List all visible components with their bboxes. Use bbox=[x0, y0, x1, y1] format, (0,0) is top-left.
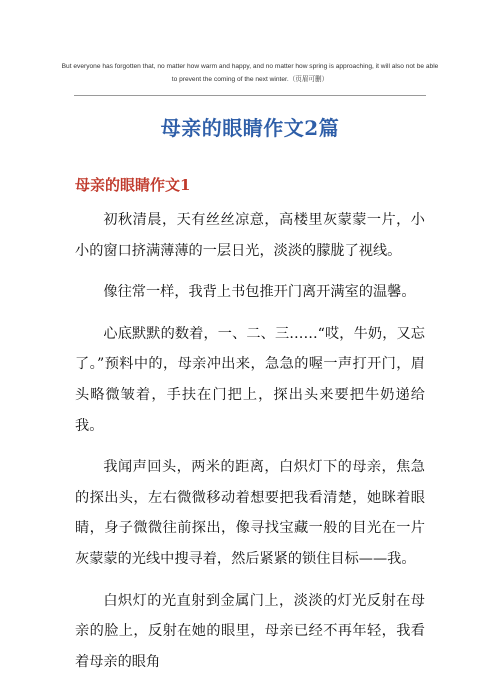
paragraph: 像往常一样，我背上书包推开门离开满室的温馨。 bbox=[103, 284, 416, 301]
header-quote bbox=[60, 60, 440, 86]
paragraph: 我闻声回头，两米的距离，白炽灯下的母亲，焦急的探出头，左右微微移动着想要把我看清楚，她眯着眼睛，身子微微往前探出，像寻找宝藏一般的目光在一片灰蒙蒙的光线中搜寻着，然后紧紧的锁住目标——我。 bbox=[75, 459, 425, 567]
document-title: 母亲的眼睛作文2篇 bbox=[160, 116, 340, 140]
paragraph: 心底默默的数着，一、二、三……“哎，牛奶，又忘了。”预料中的，母亲冲出来，急急的喔一声打开门，眉头略微皱着，手扶在门把上，探出头来要把牛奶递给我。 bbox=[75, 325, 425, 434]
paragraph: 白炽灯的光直射到金属门上，淡淡的灯光反射在母亲的脸上，反射在她的眼里，母亲已经不再年轻，我看着母亲的眼角 bbox=[75, 592, 425, 670]
section-heading: 母亲的眼睛作文1 bbox=[75, 176, 191, 194]
header-divider bbox=[74, 95, 426, 96]
body-text bbox=[75, 205, 425, 688]
header-note: （页眉可删） bbox=[288, 76, 329, 83]
paragraph: 初秋清晨，天有丝丝凉意，高楼里灰蒙蒙一片，小小的窗口挤满薄薄的一层日光，淡淡的朦胧了视线。 bbox=[75, 212, 425, 259]
header-quote-text: But everyone has forgotten that, no matter how warm and happy, and no matter how spring is approaching, it will also not be able to prevent the coming of the next winter. bbox=[61, 63, 439, 83]
